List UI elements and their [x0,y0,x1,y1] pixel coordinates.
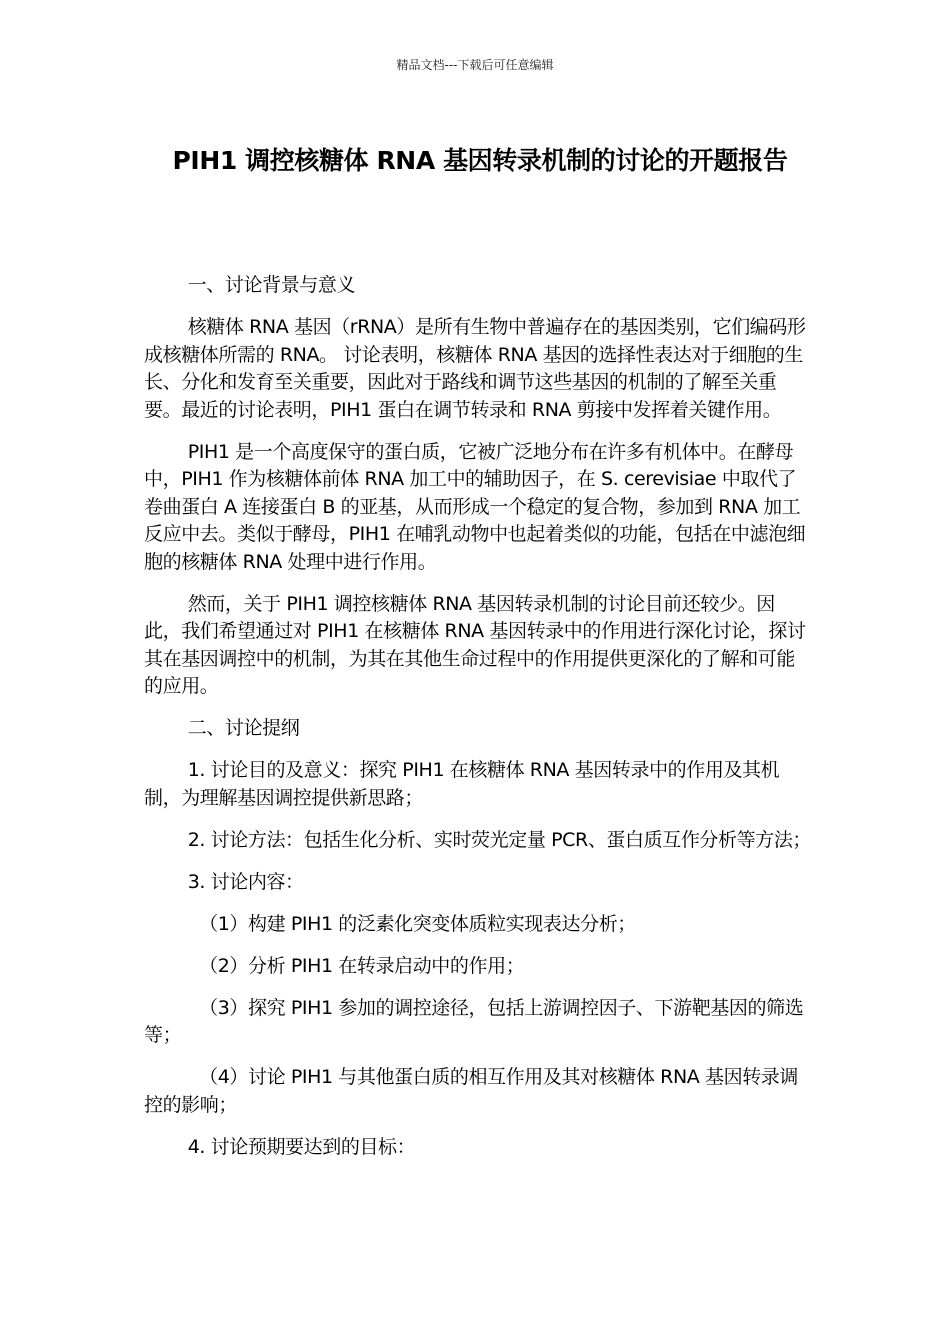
outline-subitem-3: （3）探究 PIH1 参加的调控途径，包括上游调控因子、下游靶基因的筛选等； [144,996,804,1046]
document-title: PIH1 调控核糖体 RNA 基因转录机制的讨论的开题报告 [172,146,788,175]
background-paragraph-2: PIH1 是一个高度保守的蛋白质，它被广泛地分布在许多有机体中。在酵母中，PIH1 作为核糖体前体 RNA 加工中的辅助因子，在 S. cerevisiae 中取代了卷曲蛋白 A 连接蛋白 B 的亚基，从而形成一个稳定的复合物，参加到 RNA 加工反应中去。类似于酵母，PIH1 在哺乳动物中也起着类似的功能，包括在中滤泡细胞的核糖体 RNA 处理中进行作用。 [144,440,806,573]
background-paragraph-1: 核糖体 RNA 基因（rRNA）是所有生物中普遍存在的基因类别，它们编码形成核糖体所需的 RNA。 讨论表明，核糖体 RNA 基因的选择性表达对于细胞的生长、分化和发育至关重要，因此对于路线和调节这些基因的机制的了解至关重要。最近的讨论表明，PIH1 蛋白在调节转录和 RNA 剪接中发挥着关键作用。 [144,316,806,421]
outline-subitem-1: （1）构建 PIH1 的泛素化突变体质粒实现表达分析； [199,912,636,935]
outline-subitem-4: （4）讨论 PIH1 与其他蛋白质的相互作用及其对核糖体 RNA 基因转录调控的影响； [144,1066,798,1116]
document-body [144,272,812,1176]
outline-item-4: 4. 讨论预期要达到的目标： [187,1135,416,1158]
section-2-heading: 二、讨论提纲 [187,717,300,739]
outline-item-2: 2. 讨论方法：包括生化分析、实时荧光定量 PCR、蛋白质互作分析等方法； [187,828,812,851]
background-paragraph-3: 然而，关于 PIH1 调控核糖体 RNA 基因转录机制的讨论目前还较少。因此，我们希望通过对 PIH1 在核糖体 RNA 基因转录中的作用进行深化讨论，探讨其在基因调控中的机制，为其在其他生命过程中的作用提供更深化的了解和可能的应用。 [144,592,806,697]
section-1-heading: 一、讨论背景与意义 [187,274,356,296]
outline-item-3: 3. 讨论内容： [187,870,304,893]
outline-subitem-2: （2）分析 PIH1 在转录启动中的作用； [199,954,525,977]
outline-item-1: 1. 讨论目的及意义：探究 PIH1 在核糖体 RNA 基因转录中的作用及其机制，为理解基因调控提供新思路； [144,759,780,809]
page-header: 精品文档---下载后可任意编辑 [396,58,554,72]
